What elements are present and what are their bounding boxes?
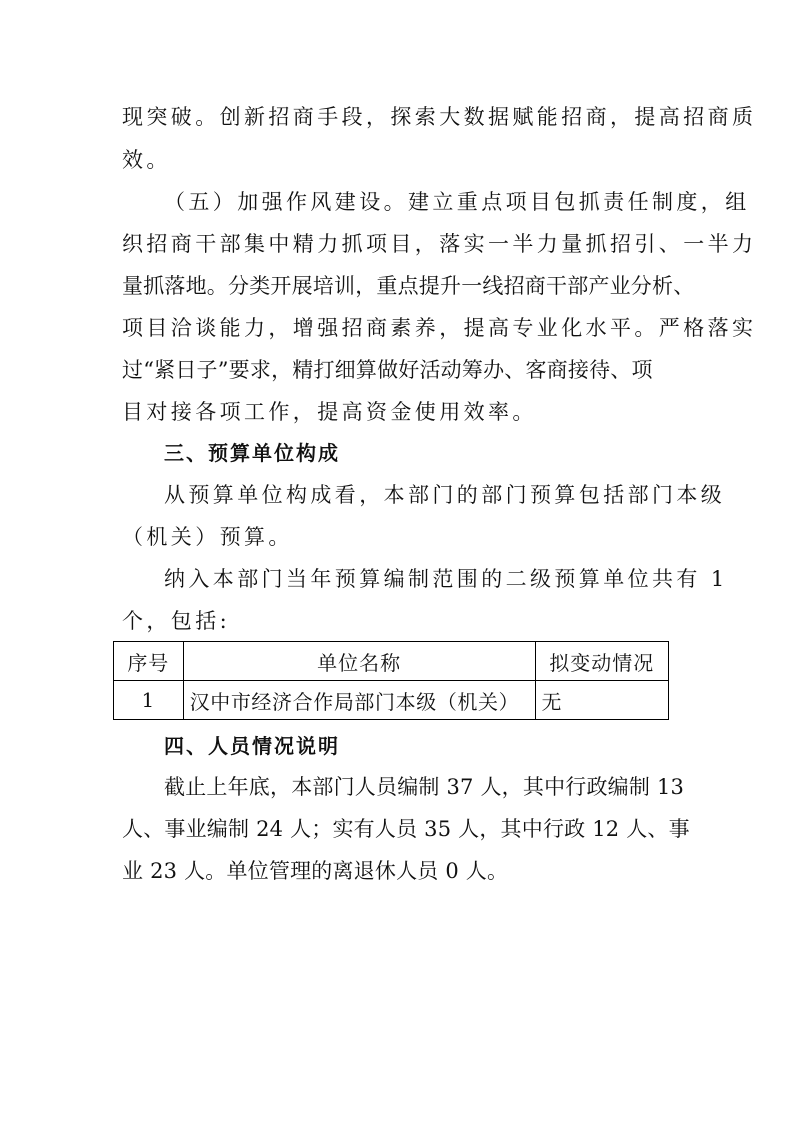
paragraph-line: 业 23 人。单位管理的离退休人员 0 人。 (122, 859, 509, 883)
column-header-index: 序号 (114, 642, 184, 681)
table-row (114, 681, 669, 720)
paragraph-line: 截止上年底，本部门人员编制 37 人，其中行政编制 13 (164, 775, 685, 799)
paragraph-line: 从预算单位构成看，本部门的部门预算包括部门本级 (164, 483, 726, 507)
column-header-change-status: 拟变动情况 (535, 642, 668, 681)
paragraph-line: 个，包括: (122, 609, 231, 633)
table-cell-change-status: 无 (535, 681, 668, 720)
section-heading-budget-units: 三、预算单位构成 (164, 441, 340, 465)
paragraph-line: 项目洽谈能力，增强招商素养，提高专业化水平。严格落实 (122, 316, 757, 340)
paragraph-line: 过“紧日子”要求，精打细算做好活动筹办、客商接待、项 (122, 358, 653, 382)
column-header-unit-name: 单位名称 (183, 642, 535, 681)
paragraph-line: 效。 (122, 148, 171, 172)
paragraph-line: 人、事业编制 24 人；实有人员 35 人，其中行政 12 人、事 (122, 817, 690, 841)
table-cell-index: 1 (114, 681, 184, 720)
paragraph-line: 量抓落地。分类开展培训，重点提升一线招商干部产业分析、 (122, 274, 695, 298)
table-cell-unit-name: 汉中市经济合作局部门本级（机关） (183, 681, 535, 720)
paragraph-line: 目对接各项工作，提高资金使用效率。 (122, 400, 537, 424)
paragraph-line: （五）加强作风建设。建立重点项目包抓责任制度，组 (164, 190, 750, 214)
paragraph-line: 纳入本部门当年预算编制范围的二级预算单位共有 1 (164, 567, 728, 591)
paragraph-line: 现突破。创新招商手段，探索大数据赋能招商，提高招商质 (122, 105, 757, 129)
budget-units-table (113, 641, 669, 720)
section-heading-staff: 四、人员情况说明 (164, 734, 340, 758)
table-header-row (114, 642, 669, 681)
paragraph-line: （机关）预算。 (122, 525, 293, 549)
paragraph-line: 织招商干部集中精力抓项目，落实一半力量抓招引、一半力 (122, 232, 757, 256)
